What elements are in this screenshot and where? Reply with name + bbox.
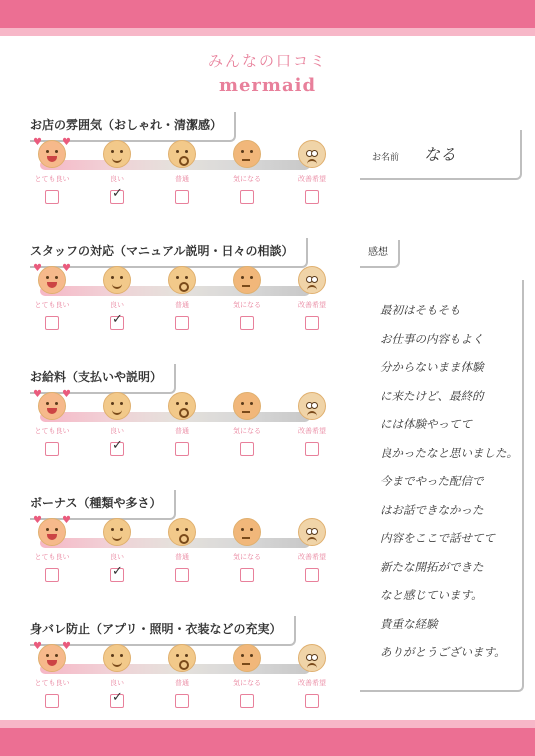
face-1-icon — [103, 266, 131, 294]
face-4-icon — [298, 392, 326, 420]
rating-option — [284, 392, 340, 456]
option-label: 普通 — [175, 427, 189, 435]
check-mark: ✓ — [112, 564, 123, 579]
face-3-icon — [233, 518, 261, 546]
rating-option — [219, 266, 275, 330]
page-title: みんなの口コミ — [207, 52, 327, 70]
section-title: お店の雰囲気（おしゃれ・清潔感） — [30, 112, 236, 142]
option-label: とても良い — [34, 175, 70, 183]
option-label: 気になる — [233, 427, 261, 435]
option-label: 普通 — [175, 175, 189, 183]
impression-box — [360, 280, 524, 692]
option-label: 良い — [110, 175, 124, 183]
rating-option — [284, 644, 340, 708]
face-4-icon — [298, 140, 326, 168]
section-title: 身バレ防止（アプリ・照明・衣装などの充実） — [30, 616, 296, 646]
rating-section — [22, 616, 332, 728]
checkbox[interactable] — [45, 316, 59, 330]
option-label: 良い — [110, 301, 124, 309]
section-title: スタッフの対応（マニュアル説明・日々の相談） — [30, 238, 308, 268]
rating-section — [22, 364, 332, 476]
shop-name: mermaid — [218, 75, 317, 96]
face-1-icon — [103, 644, 131, 672]
rating-section — [22, 490, 332, 602]
option-label: 気になる — [233, 175, 261, 183]
checkbox[interactable] — [175, 694, 189, 708]
rating-option — [219, 644, 275, 708]
face-4-icon — [298, 644, 326, 672]
bottom-pink-band — [0, 728, 535, 756]
option-label: 普通 — [175, 553, 189, 561]
checkbox[interactable] — [45, 190, 59, 204]
face-0-icon: ♥ ♥ — [38, 140, 66, 168]
face-4-icon — [298, 266, 326, 294]
checkbox[interactable] — [305, 190, 319, 204]
name-value: なる — [424, 145, 457, 164]
checkbox[interactable] — [45, 694, 59, 708]
face-2-icon — [168, 266, 196, 294]
rating-option — [89, 392, 145, 456]
rating-option — [284, 140, 340, 204]
option-label: 良い — [110, 679, 124, 687]
checkbox[interactable] — [175, 568, 189, 582]
rating-section — [22, 238, 332, 350]
name-label: お名前 — [372, 153, 400, 163]
check-mark: ✓ — [112, 312, 123, 327]
face-3-icon — [233, 392, 261, 420]
face-2-icon — [168, 392, 196, 420]
checkbox[interactable] — [240, 694, 254, 708]
rating-option — [24, 389, 80, 456]
option-label: とても良い — [34, 679, 70, 687]
rating-option — [219, 392, 275, 456]
checkbox[interactable] — [305, 442, 319, 456]
checkbox[interactable] — [110, 312, 124, 330]
rating-section — [22, 112, 332, 224]
rating-option — [24, 641, 80, 708]
option-label: 気になる — [233, 301, 261, 309]
rating-option — [219, 140, 275, 204]
rating-option — [284, 266, 340, 330]
option-label: とても良い — [34, 301, 70, 309]
option-label: 気になる — [233, 679, 261, 687]
option-label: 改善希望 — [298, 553, 326, 561]
rating-option — [24, 515, 80, 582]
face-1-icon — [103, 518, 131, 546]
impression-text: 最初はそもそも お仕事の内容もよく 分からないまま体験 に来たけど、最終的 には体験やってて 良かったなと思いました。 今までやった配信で はお話できなかった 内容をここで話せてて 新たな開拓ができた なと感じています。 貴重な経験 ありがとうございます。 — [380, 303, 518, 659]
option-label: 改善希望 — [298, 679, 326, 687]
face-1-icon — [103, 140, 131, 168]
option-label: 気になる — [233, 553, 261, 561]
checkbox[interactable] — [110, 186, 124, 204]
rating-option — [24, 263, 80, 330]
option-label: とても良い — [34, 553, 70, 561]
face-0-icon: ♥ ♥ — [38, 518, 66, 546]
rating-option — [89, 140, 145, 204]
rating-option — [89, 266, 145, 330]
option-label: とても良い — [34, 427, 70, 435]
checkbox[interactable] — [305, 694, 319, 708]
face-2-icon — [168, 140, 196, 168]
face-1-icon — [103, 392, 131, 420]
checkbox[interactable] — [175, 316, 189, 330]
face-3-icon — [233, 140, 261, 168]
checkbox[interactable] — [240, 442, 254, 456]
checkbox[interactable] — [305, 568, 319, 582]
option-label: 良い — [110, 553, 124, 561]
face-3-icon — [233, 266, 261, 294]
option-label: 普通 — [175, 301, 189, 309]
rating-option — [154, 392, 210, 456]
check-mark: ✓ — [112, 690, 123, 705]
check-mark: ✓ — [112, 186, 123, 201]
face-0-icon: ♥ ♥ — [38, 266, 66, 294]
check-mark: ✓ — [112, 438, 123, 453]
face-2-icon — [168, 518, 196, 546]
rating-option — [154, 644, 210, 708]
face-0-icon: ♥ ♥ — [38, 644, 66, 672]
face-3-icon — [233, 644, 261, 672]
section-title: ボーナス（種類や多さ） — [30, 490, 176, 520]
option-label: 良い — [110, 427, 124, 435]
face-0-icon: ♥ ♥ — [38, 392, 66, 420]
checkbox[interactable] — [305, 316, 319, 330]
checkbox[interactable] — [240, 568, 254, 582]
top-pink-band — [0, 0, 535, 28]
rating-option — [284, 518, 340, 582]
checkbox[interactable] — [45, 568, 59, 582]
checkbox[interactable] — [110, 438, 124, 456]
checkbox[interactable] — [110, 690, 124, 708]
section-title: お給料（支払いや説明） — [30, 364, 176, 394]
checkbox[interactable] — [110, 564, 124, 582]
rating-option — [89, 518, 145, 582]
checkbox[interactable] — [175, 442, 189, 456]
checkbox[interactable] — [45, 442, 59, 456]
rating-option — [154, 518, 210, 582]
rating-option — [154, 266, 210, 330]
rating-option — [219, 518, 275, 582]
option-label: 改善希望 — [298, 427, 326, 435]
option-label: 改善希望 — [298, 301, 326, 309]
rating-option — [24, 137, 80, 204]
checkbox[interactable] — [240, 316, 254, 330]
option-label: 普通 — [175, 679, 189, 687]
impression-label: 感想 — [360, 240, 400, 268]
checkbox[interactable] — [240, 190, 254, 204]
face-2-icon — [168, 644, 196, 672]
rating-option — [89, 644, 145, 708]
rating-option — [154, 140, 210, 204]
checkbox[interactable] — [175, 190, 189, 204]
name-box — [360, 130, 522, 180]
option-label: 改善希望 — [298, 175, 326, 183]
face-4-icon — [298, 518, 326, 546]
